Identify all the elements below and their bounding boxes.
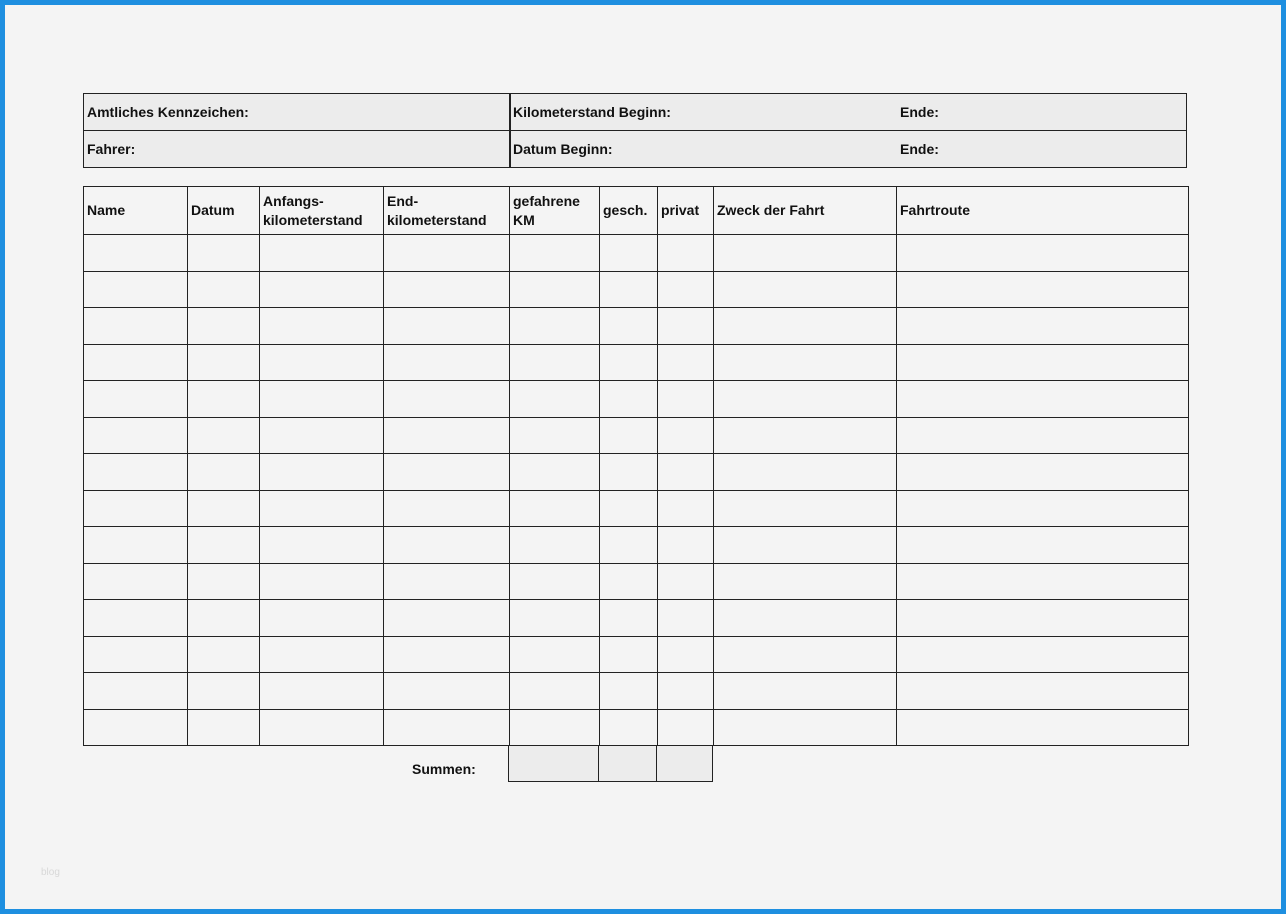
col-driven-km-header: gefahrene KM (510, 187, 600, 235)
table-cell[interactable] (897, 563, 1189, 600)
table-cell[interactable] (510, 417, 600, 454)
table-cell[interactable] (188, 417, 260, 454)
date-end-label: Ende: (900, 141, 939, 157)
trip-log-table (83, 186, 1189, 746)
table-cell[interactable] (188, 709, 260, 746)
table-cell[interactable] (84, 527, 188, 564)
table-cell[interactable] (84, 600, 188, 637)
table-cell[interactable] (600, 381, 658, 418)
table-cell[interactable] (510, 527, 600, 564)
table-cell[interactable] (84, 563, 188, 600)
table-cell[interactable] (658, 600, 714, 637)
table-cell[interactable] (260, 673, 384, 710)
col-end-km-header: End- kilometerstand (384, 187, 510, 235)
table-cell[interactable] (260, 454, 384, 491)
table-cell[interactable] (188, 381, 260, 418)
total-private-field[interactable] (656, 745, 713, 782)
table-cell[interactable] (714, 381, 897, 418)
table-cell[interactable] (84, 673, 188, 710)
date-start-label: Datum Beginn: (513, 141, 613, 157)
total-driven-km-field[interactable] (508, 745, 599, 782)
table-cell[interactable] (260, 344, 384, 381)
table-cell[interactable] (384, 636, 510, 673)
table-cell[interactable] (260, 235, 384, 272)
table-cell[interactable] (897, 308, 1189, 345)
table-cell[interactable] (384, 527, 510, 564)
totals-label: Summen: (412, 761, 476, 777)
table-cell[interactable] (714, 308, 897, 345)
table-cell[interactable] (188, 271, 260, 308)
table-row (84, 709, 1189, 746)
table-cell[interactable] (510, 308, 600, 345)
table-row (84, 235, 1189, 272)
table-cell[interactable] (600, 417, 658, 454)
table-cell[interactable] (897, 600, 1189, 637)
total-business-field[interactable] (598, 745, 658, 782)
table-cell[interactable] (188, 527, 260, 564)
table-cell[interactable] (600, 563, 658, 600)
table-cell[interactable] (384, 454, 510, 491)
table-cell[interactable] (84, 344, 188, 381)
table-cell[interactable] (384, 308, 510, 345)
table-cell[interactable] (600, 673, 658, 710)
header-divider (509, 94, 511, 167)
table-cell[interactable] (384, 344, 510, 381)
table-body (84, 235, 1189, 746)
table-cell[interactable] (188, 235, 260, 272)
table-row (84, 527, 1189, 564)
table-cell[interactable] (714, 490, 897, 527)
plate-label: Amtliches Kennzeichen: (87, 104, 249, 120)
table-cell[interactable] (384, 563, 510, 600)
table-cell[interactable] (510, 381, 600, 418)
table-cell[interactable] (188, 600, 260, 637)
table-cell[interactable] (260, 709, 384, 746)
table-cell[interactable] (188, 454, 260, 491)
table-cell[interactable] (188, 636, 260, 673)
table-cell[interactable] (510, 563, 600, 600)
table-cell[interactable] (510, 600, 600, 637)
table-cell[interactable] (600, 636, 658, 673)
table-cell[interactable] (260, 563, 384, 600)
table-cell[interactable] (714, 235, 897, 272)
table-cell[interactable] (188, 673, 260, 710)
table-cell[interactable] (260, 381, 384, 418)
table-cell[interactable] (658, 563, 714, 600)
table-cell[interactable] (188, 344, 260, 381)
table-cell[interactable] (260, 308, 384, 345)
header-row-2 (84, 131, 1186, 168)
table-cell[interactable] (714, 563, 897, 600)
table-cell[interactable] (658, 417, 714, 454)
vehicle-header-block (83, 93, 1187, 168)
table-cell[interactable] (84, 709, 188, 746)
table-cell[interactable] (658, 709, 714, 746)
table-cell[interactable] (600, 271, 658, 308)
table-cell[interactable] (714, 527, 897, 564)
table-cell[interactable] (384, 600, 510, 637)
table-cell[interactable] (384, 381, 510, 418)
table-cell[interactable] (714, 271, 897, 308)
table-cell[interactable] (714, 344, 897, 381)
table-cell[interactable] (897, 454, 1189, 491)
table-cell[interactable] (714, 454, 897, 491)
header-row-1 (84, 94, 1186, 131)
col-purpose-header: Zweck der Fahrt (714, 187, 897, 235)
table-cell[interactable] (600, 709, 658, 746)
table-cell[interactable] (384, 271, 510, 308)
table-cell[interactable] (188, 308, 260, 345)
table-cell[interactable] (897, 381, 1189, 418)
page-frame (5, 5, 1281, 909)
table-row (84, 308, 1189, 345)
table-cell[interactable] (260, 417, 384, 454)
table-cell[interactable] (897, 344, 1189, 381)
table-row (84, 417, 1189, 454)
table-cell[interactable] (384, 417, 510, 454)
table-cell[interactable] (510, 235, 600, 272)
table-cell[interactable] (510, 271, 600, 308)
table-cell[interactable] (658, 271, 714, 308)
table-header-row (84, 187, 1189, 235)
table-row (84, 454, 1189, 491)
table-cell[interactable] (260, 636, 384, 673)
table-row (84, 600, 1189, 637)
table-cell[interactable] (658, 527, 714, 564)
table-cell[interactable] (84, 490, 188, 527)
table-cell[interactable] (84, 271, 188, 308)
table-cell[interactable] (600, 490, 658, 527)
table-cell[interactable] (188, 563, 260, 600)
table-cell[interactable] (84, 636, 188, 673)
col-date-header: Datum (188, 187, 260, 235)
table-cell[interactable] (84, 235, 188, 272)
table-cell[interactable] (714, 600, 897, 637)
table-cell[interactable] (897, 235, 1189, 272)
table-cell[interactable] (510, 454, 600, 491)
table-cell[interactable] (84, 454, 188, 491)
table-cell[interactable] (658, 308, 714, 345)
watermark: blog (41, 867, 60, 878)
table-cell[interactable] (897, 490, 1189, 527)
driver-label: Fahrer: (87, 141, 136, 157)
table-cell[interactable] (714, 417, 897, 454)
table-cell[interactable] (384, 673, 510, 710)
table-cell[interactable] (658, 636, 714, 673)
table-cell[interactable] (510, 636, 600, 673)
table-row (84, 344, 1189, 381)
col-name-header: Name (84, 187, 188, 235)
table-cell[interactable] (897, 636, 1189, 673)
table-cell[interactable] (600, 235, 658, 272)
table-row (84, 381, 1189, 418)
table-cell[interactable] (260, 600, 384, 637)
table-cell[interactable] (188, 490, 260, 527)
table-row (84, 490, 1189, 527)
table-cell[interactable] (260, 527, 384, 564)
table-cell[interactable] (600, 344, 658, 381)
table-row (84, 673, 1189, 710)
col-route-header: Fahrtroute (897, 187, 1189, 235)
table-cell[interactable] (510, 344, 600, 381)
table-cell[interactable] (897, 417, 1189, 454)
table-cell[interactable] (897, 271, 1189, 308)
col-private-header: privat (658, 187, 714, 235)
table-cell[interactable] (658, 235, 714, 272)
table-cell[interactable] (658, 381, 714, 418)
table-cell[interactable] (600, 454, 658, 491)
table-row (84, 271, 1189, 308)
table-row (84, 636, 1189, 673)
table-cell[interactable] (260, 490, 384, 527)
table-cell[interactable] (658, 673, 714, 710)
table-cell[interactable] (600, 600, 658, 637)
km-end-label: Ende: (900, 104, 939, 120)
table-cell[interactable] (658, 454, 714, 491)
table-row (84, 563, 1189, 600)
table-cell[interactable] (714, 673, 897, 710)
km-start-label: Kilometerstand Beginn: (513, 104, 671, 120)
table-cell[interactable] (600, 308, 658, 345)
table-cell[interactable] (897, 527, 1189, 564)
col-start-km-header: Anfangs- kilometerstand (260, 187, 384, 235)
table-cell[interactable] (510, 673, 600, 710)
table-cell[interactable] (897, 709, 1189, 746)
table-cell[interactable] (714, 636, 897, 673)
table-cell[interactable] (897, 673, 1189, 710)
table-cell[interactable] (658, 344, 714, 381)
table-cell[interactable] (510, 709, 600, 746)
table-cell[interactable] (714, 709, 897, 746)
table-cell[interactable] (84, 308, 188, 345)
table-cell[interactable] (84, 417, 188, 454)
table-cell[interactable] (384, 490, 510, 527)
table-cell[interactable] (384, 709, 510, 746)
table-cell[interactable] (510, 490, 600, 527)
table-cell[interactable] (658, 490, 714, 527)
table-cell[interactable] (600, 527, 658, 564)
col-business-header: gesch. (600, 187, 658, 235)
table-cell[interactable] (260, 271, 384, 308)
table-cell[interactable] (84, 381, 188, 418)
table-cell[interactable] (384, 235, 510, 272)
